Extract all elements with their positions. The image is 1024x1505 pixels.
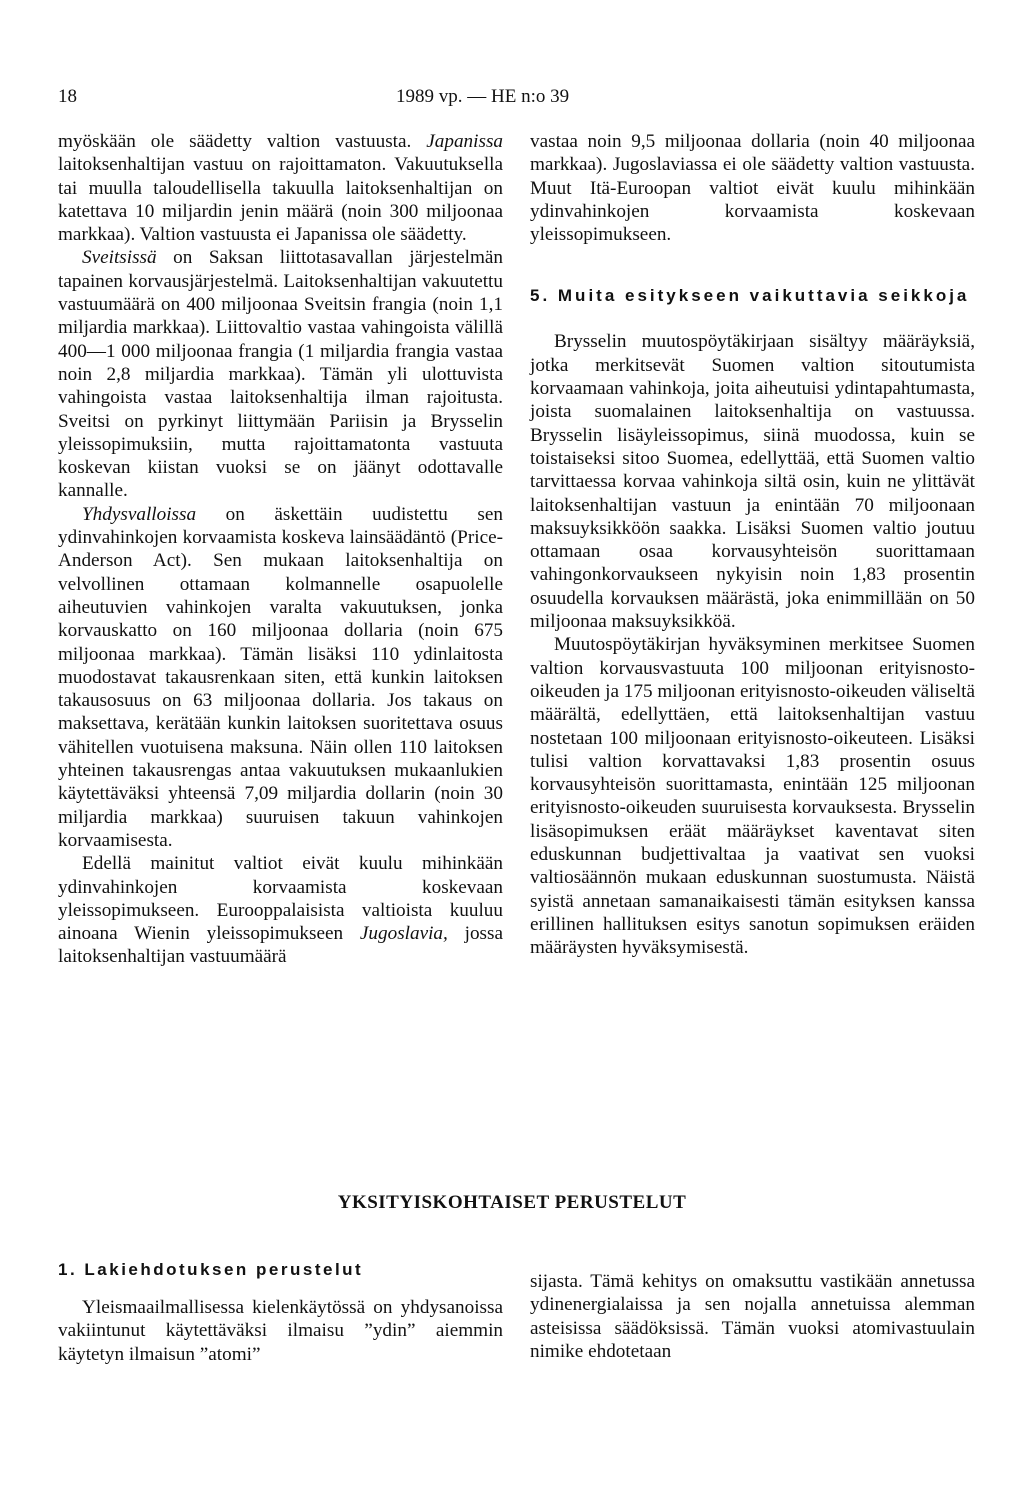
paragraph-terminology-cont: sijasta. Tämä kehitys on omaksuttu vastikään annetussa ydinenergialaissa ja sen nojalla annetuissa alemman asteisissa säädöksissä. Tämän vuoksi atomivastuulain nimike ehdotetaan — [530, 1271, 975, 1362]
paragraph-approval: Muutospöytäkirjan hyväksyminen merkitsee Suomen valtion korvausvastuuta 100 miljoonan erityisnosto-oikeuden ja 175 miljoonan erityisnosto-oikeuden väliseltä määrältä, edellyttäen, että laitoksenhaltijan vastuu nostetaan 100 miljoonaan erityisnosto-oikeuteen. Lisäksi tulisi valtion korvattavaksi 1,83 prosentin osuus korvausyhteisön suorittamasta, enintään 125 miljoonan erityisnosto-oikeuden suuruisesta korvauksesta. Brysselin lisäsopimuksen eräät määräykset kaventavat siten eduskunnan budjettivaltaa ja vaativat sen vuoksi valtiosäännön mukaan eduskunnan suostumusta. Näistä syistä annetaan samanaikaisesti tämän esityksen kanssa erillinen hallituksen esitys sanotun sopimuksen eräiden määräysten hyväksymisestä. — [530, 634, 975, 959]
running-head: 1989 vp. — HE n:o 39 — [396, 86, 570, 107]
sub-heading-1: 1. Lakiehdotuksen perustelut — [58, 1260, 364, 1279]
country-name-japan: Japanissa — [426, 131, 503, 152]
left-column — [58, 130, 503, 969]
main-heading: YKSITYISKOHTAISET PERUSTELUT — [337, 1192, 687, 1213]
paragraph-yugoslavia: vastaa noin 9,5 miljoonaa dollaria (noin 40 miljoonaa markkaa). Jugoslaviassa ei ole säädetty valtion vastuusta. Muut Itä-Euroopan valtiot eivät kuulu mihinkään ydinvahinkojen korvaamista koskevaan yleissopimukseen. — [530, 131, 975, 246]
text: laitoksenhaltijan vastuu on rajoittamaton. Vakuutuksella tai muulla taloudellisella takuulla laitoksenhaltijan on katettava 10 miljardin jenin määrä (noin 300 miljoonaa markkaa). Valtion vastuusta ei Japanissa ole säädetty. — [58, 154, 503, 246]
text: jossa laitoksenhaltijan vastuumäärä — [58, 923, 504, 968]
paragraph-terminology: Yleismaailmallisessa kielenkäytössä on yhdysanoissa vakiintunut käytettäväksi ilmaisu ”ydin” aiemmin käytetyn ilmaisun ”atomi” — [58, 1297, 503, 1365]
page-number: 18 — [58, 86, 77, 107]
detailed-left-column — [58, 1258, 503, 1366]
paragraph-usa — [58, 503, 503, 852]
text: on äskettäin uudistettu sen ydinvahinkojen korvaamista koskeva lainsäädäntö (Price-Anderson Act). Sen mukaan laitoksenhaltija on velvollinen ottamaan kolmannelle osapuolelle aiheutuvien vahinkojen varalta vakuutuksen, jonka korvauskatto on 160 miljoonaa dollaria (noin 675 miljoonaa markkaa). Tämän lisäksi 110 ydinlaitosta muodostavat takausrenkaan siten, että kunkin laitoksen takausosuus on 63 miljoonaa dollaria. Jos takaus on maksettava, kerätään kunkin laitoksen suoritettava osuus vähitellen vuotuisena maksuna. Näin ollen 110 laitoksen yhteinen takausrengas antaa vakuutuksen mukaanlukien käytettäväksi yhteensä 7,09 miljardia dollarin (noin 30 miljardia markkaa) suuruisen takuun vahinkojen korvaamisesta. — [58, 503, 503, 851]
text: Edellä mainitut valtiot eivät kuulu mihinkään ydinvahinkojen korvaamista koskevaan yleissopimukseen. Eurooppalaisista valtioista kuuluu ainoana Wienin yleissopimukseen — [58, 853, 503, 945]
text: on Saksan liittotasavallan järjestelmän tapainen korvausjärjestelmä. Laitoksenhaltijan vakuutettu vastuumäärä on 400 miljoonaa Sveitsin frangia (noin 1,1 miljardia markkaa). Liittovaltio vastaa vahingoista välillä 400—1 000 miljoonaa frangia (1 miljardia frangia vastaa noin 2,8 miljardia markkaa). Tämän yli ulottuvista vahingoista vastaa laitoksenhaltija ilman rajoitusta. Sveitsi on pyrkinyt liittymään Pariisin ja Brysselin yleissopimuksiin, mutta rajoittamatonta vastuuta koskevan kiistan vuoksi se on jäänyt odottavalle kannalle. — [58, 247, 503, 502]
paragraph-switzerland — [58, 246, 503, 502]
country-name-switzerland: Sveitsissä — [82, 247, 157, 269]
right-column — [530, 130, 975, 960]
text: myöskään ole säädetty valtion vastuusta. — [58, 131, 427, 152]
detailed-right-column — [530, 1270, 975, 1363]
paragraph-conventions — [58, 852, 503, 968]
country-name-usa: Yhdysvalloissa — [82, 503, 197, 525]
paragraph-brussels-protocol: Brysselin muutospöytäkirjaan sisältyy määräyksiä, jotka merkitsevät Suomen valtion sitoutumista korvaamaan vahinkoja, joita aiheutuisi ydintapahtumasta, joista suomalainen laitoksenhaltija on vastuussa. Brysselin lisäyleissopimus, siinä muodossa, kuin se toistaiseksi sitoo Suomea, edellyttää, että Suomen valtio tarvittaessa korvaa vahinkoja siltä osin, kuin ne ylittävät laitoksenhaltijan vastuun ja enintään 70 miljoonaan maksuyksikköön saakka. Lisäksi Suomen valtio joutuu ottamaan osaa korvausyhteisön suorittamaan vahingonkorvaukseen nykyisin noin 1,83 prosentin osuudella korvauksen määrästä, joka enimmillään on 50 miljoonaa maksuyksikköä. — [530, 331, 975, 633]
country-name-yugoslavia: Jugoslavia, — [359, 923, 448, 945]
section-heading-5: 5. Muita esitykseen vaikuttavia seikkoja — [530, 286, 970, 306]
paragraph-japan — [58, 130, 503, 246]
